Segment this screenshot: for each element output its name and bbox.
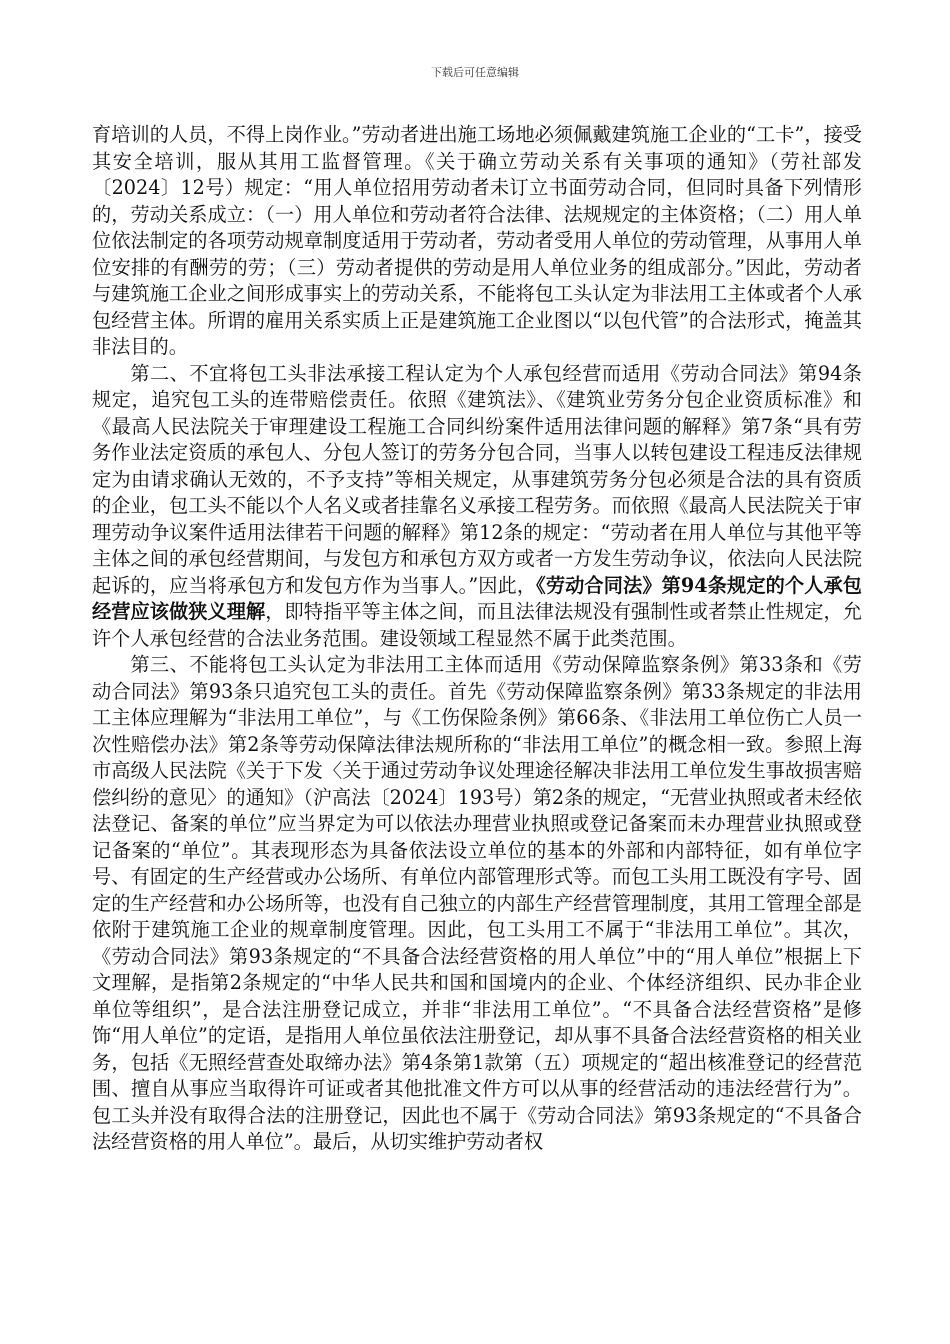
paragraph-2-text-before: 第二、不宜将包工头非法承接工程认定为个人承包经营而适用《劳动合同法》第94条规定，追究包工头的连带赔偿责任。依照《建筑法》、《建筑业劳务分包企业资质标准》和《最高人民法院关于审理建设工程施工合同纠纷案件适用法律问题的解释》第7条“具有劳务作业法定资质的承包人、分包人签订的劳务分包合同，当事人以转包建设工程违反法律规定为由请求确认无效的，不予支持”等相关规定，从事建筑劳务分包必须是合法的具有资质的企业，包工头不能以个人名义或者挂靠名义承接工程劳务。而依照《最高人民法院关于审理劳动争议案件适用法律若干问题的解释》第12条的规定：“劳动者在用人单位与其他平等主体之间的承包经营期间，与发包方和承包方双方或者一方发生劳动争议，依法向人民法院起诉的，应当将承包方和发包方作为当事人。”因此， xyxy=(92,361,862,597)
document-body xyxy=(92,122,862,1156)
paragraph-3: 第三、不能将包工头认定为非法用工主体而适用《劳动保障监察条例》第33条和《劳动合同法》第93条只追究包工头的责任。首先《劳动保障监察条例》第33条规定的非法用工主体应理解为“非法用工单位”，与《工伤保险条例》第66条、《非法用工单位伤亡人员一次性赔偿办法》第2条等劳动保障法律法规所称的“非法用工单位”的概念相一致。参照上海市高级人民法院《关于下发〈关于通过劳动争议处理途径解决非法用工单位发生事故损害赔偿纠纷的意见〉的通知》（沪高法〔2024〕193号）第2条的规定，“无营业执照或者未经依法登记、备案的单位”应当界定为可以依法办理营业执照或登记备案而未办理营业执照或登记备案的“单位”。其表现形态为具备依法设立单位的基本的外部和内部特征，如有单位字号、有固定的生产经营或办公场所、有单位内部管理形式等。而包工头用工既没有字号、固定的生产经营和办公场所等，也没有自己独立的内部生产经营管理制度，其用工管理全部是依附于建筑施工企业的规章制度管理。因此，包工头用工不属于“非法用工单位”。其次，《劳动合同法》第93条规定的“不具备合法经营资格的用人单位”中的“用人单位”根据上下文理解，是指第2条规定的“中华人民共和国和国境内的企业、个体经济组织、民办非企业单位等组织”，是合法注册登记成立，并非“非法用工单位”。“不具备合法经营资格”是修饰“用人单位”的定语，是指用人单位虽依法注册登记，却从事不具备合法经营资格的相关业务，包括《无照经营查处取缔办法》第4条第1款第（五）项规定的“超出核准登记的经营范围、擅自从事应当取得许可证或者其他批准文件方可以从事的经营活动的违法经营行为”。包工头并没有取得合法的注册登记，因此也不属于《劳动合同法》第93条规定的“不具备合法经营资格的用人单位”。最后，从切实维护劳动者权 xyxy=(92,653,862,1153)
paragraph-2 xyxy=(92,361,862,653)
page-header: 下载后可任意编辑 xyxy=(431,66,519,79)
paragraph-2-bold-text: 《劳动合同法》第94条规定的个人承包经营应该做狭义理解 xyxy=(92,573,862,623)
paragraph-1: 育培训的人员，不得上岗作业。”劳动者进出施工场地必须佩戴建筑施工企业的“工卡”，接受其安全培训，服从其用工监督管理。《关于确立劳动关系有关事项的通知》（劳社部发〔2024〕12号）规定：“用人单位招用劳动者未订立书面劳动合同，但同时具备下列情形的，劳动关系成立：（一）用人单位和劳动者符合法律、法规规定的主体资格；（二）用人单位依法制定的各项劳动规章制度适用于劳动者，劳动者受用人单位的劳动管理，从事用人单位安排的有酬劳的劳；（三）劳动者提供的劳动是用人单位业务的组成部分。”因此，劳动者与建筑施工企业之间形成事实上的劳动关系，不能将包工头认定为非法用工主体或者个人承包经营主体。所谓的雇用关系实质上正是建筑施工企业图以“以包代管”的合法形式，掩盖其非法目的。 xyxy=(92,123,862,358)
paragraph-2-text-after: ，即特指平等主体之间，而且法律法规没有强制性或者禁止性规定，允许个人承包经营的合法业务范围。建设领域工程显然不属于此类范围。 xyxy=(92,600,862,650)
